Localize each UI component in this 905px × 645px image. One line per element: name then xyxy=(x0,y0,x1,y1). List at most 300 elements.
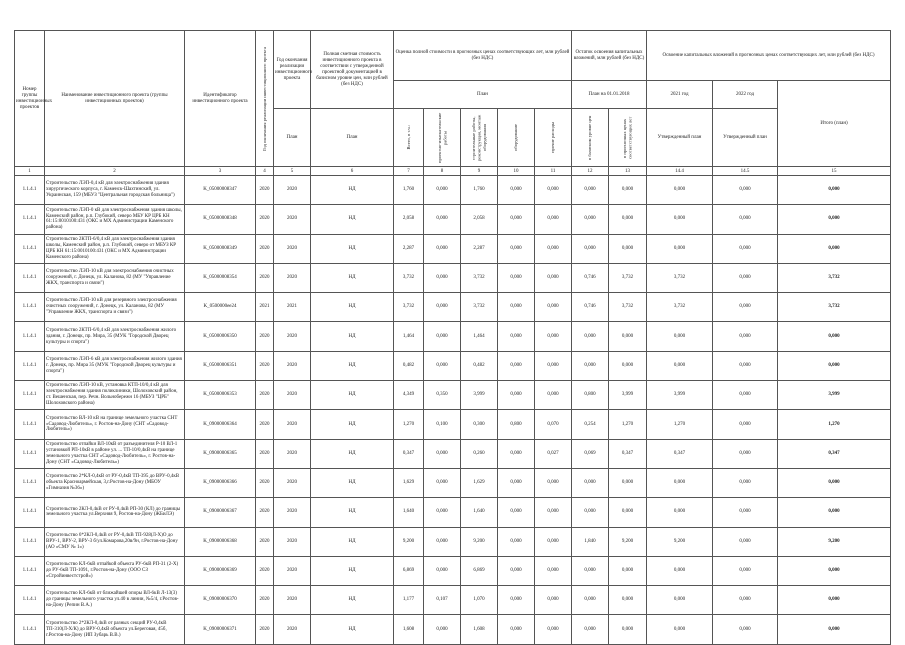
project-id-cell: K_09000006369 xyxy=(185,556,256,585)
commission-year-cell: 2020 xyxy=(256,176,274,205)
project-name-cell: Строительство ВЛ-10 кВ на границе земельного участка СНТ «Садовод-Любитель», г. Ростов-на-Дону (СНТ «Садовод-Любитель») xyxy=(45,410,185,439)
plan-2022-cell: 0,000 xyxy=(713,381,778,410)
commission-year-cell: 2020 xyxy=(256,410,274,439)
header-completion-year: Год окончания реализации инвестиционного проекта xyxy=(274,31,311,109)
column-number: 1 xyxy=(15,167,45,176)
group-number-cell: 1.1.4.1 xyxy=(15,527,45,556)
estimate-other-cell: 0,070 xyxy=(535,410,572,439)
estimate-equipment-cell: 0,000 xyxy=(498,351,535,380)
remaining-forecast-cell: 0,000 xyxy=(609,586,647,615)
table-row xyxy=(15,468,891,497)
estimate-smr-cell: 3,732 xyxy=(461,263,498,292)
group-number-cell: 1.1.4.1 xyxy=(15,615,45,644)
plan-2021-cell: 0,000 xyxy=(647,205,713,234)
estimate-design-cell: 0,000 xyxy=(424,322,461,351)
table-row xyxy=(15,322,891,351)
project-name-cell: Строительство 2КТП-6/0,4 кВ для электроснабжения жилого здания, г. Донецк, пр. Мира, 35 (МУК "Городской Дворец культуры и спорта") xyxy=(45,322,185,351)
completion-year-cell: 2020 xyxy=(274,556,311,585)
table-row xyxy=(15,381,891,410)
total-cell: 0,000 xyxy=(778,205,891,234)
estimate-smr-cell: 0,260 xyxy=(461,439,498,468)
estimate-design-cell: 0,000 xyxy=(424,439,461,468)
plan-2022-cell: 0,000 xyxy=(713,586,778,615)
plan-2021-cell: 0,000 xyxy=(647,234,713,263)
table-row xyxy=(15,498,891,527)
table-row xyxy=(15,527,891,556)
estimate-total-cell: 4,349 xyxy=(394,381,424,410)
completion-year-cell: 2020 xyxy=(274,205,311,234)
estimate-other-cell: 0,000 xyxy=(535,586,572,615)
estimate-equipment-cell: 0,000 xyxy=(498,205,535,234)
plan-2021-cell: 0,000 xyxy=(647,615,713,644)
header-mastering: Освоение капитальных вложений в прогнозных ценах соответствующих лет, млн рублей (без НДС) xyxy=(647,31,891,81)
full-cost-cell: НД xyxy=(311,439,394,468)
table-row xyxy=(15,263,891,292)
estimate-other-cell: 0,000 xyxy=(535,615,572,644)
total-cell: 3,999 xyxy=(778,381,891,410)
project-id-cell: K_09000006367 xyxy=(185,498,256,527)
remaining-base-cell: 0,000 xyxy=(572,615,609,644)
group-number-cell: 1.1.4.1 xyxy=(15,439,45,468)
plan-2022-cell: 0,000 xyxy=(713,410,778,439)
remaining-base-cell: 0,069 xyxy=(572,439,609,468)
remaining-forecast-cell: 0,000 xyxy=(609,498,647,527)
remaining-base-cell: 1,840 xyxy=(572,527,609,556)
group-number-cell: 1.1.4.1 xyxy=(15,498,45,527)
group-number-cell: 1.1.4.1 xyxy=(15,351,45,380)
estimate-design-cell: 0,000 xyxy=(424,293,461,322)
table-body xyxy=(15,176,891,645)
full-cost-cell: НД xyxy=(311,527,394,556)
estimate-smr-cell: 3,999 xyxy=(461,381,498,410)
remaining-forecast-cell: 0,000 xyxy=(609,234,647,263)
estimate-total-cell: 1,270 xyxy=(394,410,424,439)
group-number-cell: 1.1.4.1 xyxy=(15,263,45,292)
estimate-other-cell: 0,000 xyxy=(535,205,572,234)
remaining-base-cell: 0,800 xyxy=(572,381,609,410)
total-cell: 3,732 xyxy=(778,293,891,322)
full-cost-cell: НД xyxy=(311,615,394,644)
remaining-forecast-cell: 0,000 xyxy=(609,205,647,234)
header-estimate-plan: План xyxy=(394,81,572,109)
plan-2022-cell: 0,000 xyxy=(713,498,778,527)
column-number: 9 xyxy=(461,167,498,176)
plan-2021-cell: 0,000 xyxy=(647,556,713,585)
project-id-cell: K_09000006364 xyxy=(185,410,256,439)
full-cost-cell: НД xyxy=(311,322,394,351)
remaining-base-cell: 0,000 xyxy=(572,468,609,497)
table-row xyxy=(15,176,891,205)
project-name-cell: Строительство 2*КЛ-0,4кВ от РУ-0,4кВ ТП-395 до ВРУ-0,4кВ объекта Красноармейская, 3,г.Ростов-на-Дону (МБОУ «Гимназия №36») xyxy=(45,468,185,497)
plan-2022-cell: 0,000 xyxy=(713,322,778,351)
plan-2022-cell: 0,000 xyxy=(713,439,778,468)
column-number: 12 xyxy=(572,167,609,176)
table-row xyxy=(15,351,891,380)
header-total: Итого (план) xyxy=(778,81,891,167)
full-cost-cell: НД xyxy=(311,468,394,497)
plan-2021-cell: 0,000 xyxy=(647,322,713,351)
header-completion-plan: План xyxy=(274,109,311,167)
estimate-smr-cell: 2,058 xyxy=(461,205,498,234)
project-name-cell: Строительство ЛЭП-10 кВ для резервного электроснабжения очистных сооружений, г. Донецк, ул. Каланова, 82 (МУ "Управление ЖКХ, транспорта и связи") xyxy=(45,293,185,322)
estimate-smr-cell: 1,640 xyxy=(461,498,498,527)
column-number: 4 xyxy=(256,167,274,176)
column-number: 5 xyxy=(274,167,311,176)
project-id-cell: K_05000006351 xyxy=(185,351,256,380)
remaining-forecast-cell: 3,999 xyxy=(609,381,647,410)
estimate-design-cell: 0,000 xyxy=(424,498,461,527)
estimate-design-cell: 0,107 xyxy=(424,586,461,615)
full-cost-cell: НД xyxy=(311,205,394,234)
project-id-cell: K_09000006371 xyxy=(185,615,256,644)
remaining-forecast-cell: 0,000 xyxy=(609,468,647,497)
remaining-base-cell: 0,000 xyxy=(572,234,609,263)
completion-year-cell: 2020 xyxy=(274,498,311,527)
commission-year-cell: 2020 xyxy=(256,615,274,644)
group-number-cell: 1.1.4.1 xyxy=(15,586,45,615)
total-cell: 0,000 xyxy=(778,176,891,205)
project-name-cell: Строительство 2КЛ-0,4кВ от РУ-0,4кВ РП-30 (КЛ) до границы земельного участка ул.Верхняя 9, Ростов-на-Дону (ЖБиЛЭ) xyxy=(45,498,185,527)
completion-year-cell: 2020 xyxy=(274,381,311,410)
commission-year-cell: 2020 xyxy=(256,351,274,380)
full-cost-cell: НД xyxy=(311,586,394,615)
plan-2022-cell: 0,000 xyxy=(713,293,778,322)
estimate-total-cell: 1,464 xyxy=(394,322,424,351)
column-number: 8 xyxy=(424,167,461,176)
estimate-smr-cell: 9,200 xyxy=(461,527,498,556)
column-number: 6 xyxy=(311,167,394,176)
full-cost-cell: НД xyxy=(311,381,394,410)
remaining-base-cell: 0,000 xyxy=(572,586,609,615)
project-name-cell: Строительство отпайки ВЛ-10кВ от разъединителя Р-10 ВЛ-1 установкой РП-10кВ в районе ул. ... ТП-10/0,4кВ на границе земельного участка СНТ «Садовод-Любитель», г. Ростов-на-Дону (СНТ «Садовод-Любитель») xyxy=(45,439,185,468)
group-number-cell: 1.1.4.1 xyxy=(15,293,45,322)
estimate-equipment-cell: 0,000 xyxy=(498,176,535,205)
total-cell: 0,347 xyxy=(778,439,891,468)
remaining-forecast-cell: 0,000 xyxy=(609,176,647,205)
header-estimate-design: проектно-изыскательские работы xyxy=(424,109,461,167)
full-cost-cell: НД xyxy=(311,234,394,263)
estimate-design-cell: 0,000 xyxy=(424,468,461,497)
plan-2021-cell: 0,000 xyxy=(647,468,713,497)
remaining-forecast-cell: 3,732 xyxy=(609,263,647,292)
commission-year-cell: 2020 xyxy=(256,498,274,527)
plan-2022-cell: 0,000 xyxy=(713,615,778,644)
estimate-equipment-cell: 0,000 xyxy=(498,615,535,644)
header-remaining-plan: План на 01.01.2018 xyxy=(572,81,647,109)
estimate-other-cell: 0,000 xyxy=(535,381,572,410)
table-row xyxy=(15,410,891,439)
column-number: 7 xyxy=(394,167,424,176)
header-estimate-other: прочие расходы xyxy=(535,109,572,167)
estimate-total-cell: 1,640 xyxy=(394,498,424,527)
project-id-cell: K_05000006350 xyxy=(185,322,256,351)
header-commission-year: Год окончания реализации инвестиционного проекта xyxy=(256,31,274,167)
project-name-cell: Строительство 2*2КЛ-0,4кВ от разных секций РУ-0,4кВ ТП-310(Л-Х/К) до ВРУ-0,4кВ объекта ул.Береговая, 45б, г.Ростов-на-Дону (ИП Зубарь В.В.) xyxy=(45,615,185,644)
estimate-other-cell: 0,000 xyxy=(535,234,572,263)
estimate-total-cell: 1,608 xyxy=(394,615,424,644)
commission-year-cell: 2020 xyxy=(256,322,274,351)
total-cell: 0,000 xyxy=(778,322,891,351)
estimate-smr-cell: 1,608 xyxy=(461,615,498,644)
estimate-total-cell: 0,347 xyxy=(394,439,424,468)
plan-2021-cell: 3,999 xyxy=(647,381,713,410)
total-cell: 0,000 xyxy=(778,556,891,585)
estimate-equipment-cell: 0,000 xyxy=(498,322,535,351)
estimate-equipment-cell: 0,000 xyxy=(498,586,535,615)
header-project-id: Идентификатор инвестиционного проекта xyxy=(185,31,256,167)
estimate-other-cell: 0,000 xyxy=(535,263,572,292)
estimate-total-cell: 1,629 xyxy=(394,468,424,497)
commission-year-cell: 2020 xyxy=(256,381,274,410)
estimate-total-cell: 3,732 xyxy=(394,293,424,322)
estimate-design-cell: 0,100 xyxy=(424,410,461,439)
header-project-name: Наименование инвестиционного проекта (группы инвестиционных проектов) xyxy=(45,31,185,167)
completion-year-cell: 2020 xyxy=(274,468,311,497)
group-number-cell: 1.1.4.1 xyxy=(15,205,45,234)
estimate-design-cell: 0,000 xyxy=(424,205,461,234)
plan-2021-cell: 3,732 xyxy=(647,263,713,292)
table-row xyxy=(15,439,891,468)
remaining-base-cell: 0,000 xyxy=(572,556,609,585)
estimate-other-cell: 0,000 xyxy=(535,468,572,497)
remaining-base-cell: 0,000 xyxy=(572,176,609,205)
header-full-cost-plan: План xyxy=(311,109,394,167)
estimate-design-cell: 0,000 xyxy=(424,615,461,644)
total-cell: 9,200 xyxy=(778,527,891,556)
estimate-other-cell: 0,000 xyxy=(535,351,572,380)
full-cost-cell: НД xyxy=(311,556,394,585)
estimate-smr-cell: 1,760 xyxy=(461,176,498,205)
header-remaining-base: в базисном уровне цен xyxy=(572,109,609,167)
table-row xyxy=(15,586,891,615)
estimate-total-cell: 1,177 xyxy=(394,586,424,615)
plan-2021-cell: 9,200 xyxy=(647,527,713,556)
header-full-cost: Полная сметная стоимость инвестиционного проекта в соответствии с утвержденной проектной документацией в базисном уровне цен, млн рублей (без НДС) xyxy=(311,31,394,109)
completion-year-cell: 2020 xyxy=(274,176,311,205)
header-year-2022: 2022 год xyxy=(713,81,778,109)
project-id-cell: K_05000008354 xyxy=(185,263,256,292)
group-number-cell: 1.1.4.1 xyxy=(15,556,45,585)
plan-2022-cell: 0,000 xyxy=(713,351,778,380)
completion-year-cell: 2020 xyxy=(274,351,311,380)
project-id-cell: K_0500000ee24 xyxy=(185,293,256,322)
estimate-smr-cell: 3,732 xyxy=(461,293,498,322)
commission-year-cell: 2020 xyxy=(256,527,274,556)
plan-2022-cell: 0,000 xyxy=(713,263,778,292)
estimate-other-cell: 0,000 xyxy=(535,556,572,585)
remaining-forecast-cell: 9,200 xyxy=(609,527,647,556)
project-name-cell: Строительство 6*2КЛ-0,4кВ от РУ-0,4кВ ТП-928(Л-Х)О до ВРУ-1, ВРУ-2, ВРУ-3 б/ул.Комарова,20в/9н, г.Ростов-на-Дону (АО «СМУ № 1») xyxy=(45,527,185,556)
plan-2021-cell: 3,732 xyxy=(647,293,713,322)
completion-year-cell: 2020 xyxy=(274,410,311,439)
estimate-design-cell: 0,350 xyxy=(424,381,461,410)
column-number: 2 xyxy=(45,167,185,176)
column-number: 13 xyxy=(609,167,647,176)
group-number-cell: 1.1.4.1 xyxy=(15,322,45,351)
project-id-cell: K_05000006353 xyxy=(185,381,256,410)
table-row xyxy=(15,556,891,585)
project-name-cell: Строительство ЛЭП-0 кВ для электроснабжения здания школы, Каменский район, р.п. Глубокий, северо МБУ КР ЦРБ КН 61:15:0010100:431 (ОКС и МХ Администрации Каменского района) xyxy=(45,205,185,234)
estimate-smr-cell: 2,287 xyxy=(461,234,498,263)
table-row xyxy=(15,293,891,322)
completion-year-cell: 2020 xyxy=(274,615,311,644)
estimate-total-cell: 2,058 xyxy=(394,205,424,234)
total-cell: 0,000 xyxy=(778,586,891,615)
header-group-number: Номер группы инвестиционных проектов xyxy=(15,31,45,167)
estimate-design-cell: 0,000 xyxy=(424,527,461,556)
remaining-forecast-cell: 0,000 xyxy=(609,322,647,351)
commission-year-cell: 2020 xyxy=(256,234,274,263)
plan-2021-cell: 0,000 xyxy=(647,498,713,527)
group-number-cell: 1.1.4.1 xyxy=(15,410,45,439)
column-number: 11 xyxy=(535,167,572,176)
estimate-design-cell: 0,000 xyxy=(424,351,461,380)
remaining-base-cell: 0,000 xyxy=(572,322,609,351)
estimate-equipment-cell: 0,000 xyxy=(498,234,535,263)
completion-year-cell: 2020 xyxy=(274,527,311,556)
estimate-total-cell: 1,760 xyxy=(394,176,424,205)
remaining-base-cell: 0,746 xyxy=(572,293,609,322)
total-cell: 1,270 xyxy=(778,410,891,439)
project-id-cell: K_09000006365 xyxy=(185,439,256,468)
full-cost-cell: НД xyxy=(311,263,394,292)
column-number: 15 xyxy=(778,167,891,176)
total-cell: 3,732 xyxy=(778,263,891,292)
total-cell: 0,000 xyxy=(778,498,891,527)
estimate-equipment-cell: 0,800 xyxy=(498,410,535,439)
project-name-cell: Строительство 2КТП-6/0,4 кВ для электроснабжения здания школы, Каменский район, р.п. Глубокий, северо от МБУЗ КР ЦРБ КН 61:15:0010100:431 (ОКС и МХ Администрации Каменского района) xyxy=(45,234,185,263)
estimate-smr-cell: 0,300 xyxy=(461,410,498,439)
completion-year-cell: 2020 xyxy=(274,586,311,615)
header-year-2021: 2021 год xyxy=(647,81,713,109)
project-name-cell: Строительство ЛЭП-6 кВ для электроснабжения жилого здания г. Донецк, пр. Мира 35 (МУК "Городской Дворец культуры и спорта") xyxy=(45,351,185,380)
commission-year-cell: 2020 xyxy=(256,468,274,497)
header-remaining: Остаток освоения капитальных вложений, млн рублей (без НДС) xyxy=(572,31,647,81)
project-name-cell: Строительство ЛЭП-10 кВ для электроснабжения очистных сооружений, г. Донецк, ул. Каланова, 82 (МУ "Управление ЖКХ, транспорта и связи") xyxy=(45,263,185,292)
remaining-forecast-cell: 3,732 xyxy=(609,293,647,322)
completion-year-cell: 2020 xyxy=(274,234,311,263)
estimate-equipment-cell: 0,000 xyxy=(498,468,535,497)
estimate-other-cell: 0,027 xyxy=(535,439,572,468)
estimate-other-cell: 0,000 xyxy=(535,498,572,527)
plan-2022-cell: 0,000 xyxy=(713,468,778,497)
header-approved-plan-2021: Утвержденный план xyxy=(647,109,713,167)
plan-2021-cell: 0,000 xyxy=(647,176,713,205)
plan-2021-cell: 0,347 xyxy=(647,439,713,468)
estimate-equipment-cell: 0,000 xyxy=(498,439,535,468)
commission-year-cell: 2021 xyxy=(256,293,274,322)
header-estimate-total: Всего, в т.ч.: xyxy=(394,109,424,167)
estimate-design-cell: 0,000 xyxy=(424,234,461,263)
completion-year-cell: 2020 xyxy=(274,263,311,292)
remaining-forecast-cell: 0,000 xyxy=(609,556,647,585)
estimate-smr-cell: 6,869 xyxy=(461,556,498,585)
full-cost-cell: НД xyxy=(311,351,394,380)
remaining-forecast-cell: 0,000 xyxy=(609,615,647,644)
estimate-equipment-cell: 0,000 xyxy=(498,527,535,556)
header-remaining-forecast: в прогнозных ценах соответствующих лет xyxy=(609,109,647,167)
remaining-base-cell: 0,000 xyxy=(572,351,609,380)
estimate-equipment-cell: 0,000 xyxy=(498,381,535,410)
total-cell: 0,000 xyxy=(778,234,891,263)
estimate-other-cell: 0,000 xyxy=(535,527,572,556)
commission-year-cell: 2020 xyxy=(256,263,274,292)
estimate-total-cell: 2,287 xyxy=(394,234,424,263)
column-number-row xyxy=(15,167,891,176)
table-row xyxy=(15,615,891,644)
project-name-cell: Строительство КЛ-6кВ отпайкой объекта РУ-6кВ РП-31 (2-Х) до РУ-6кВ ТП-1091, г.Ростов-на-Дону (ООО СЗ «Стройинвестстрой») xyxy=(45,556,185,585)
estimate-smr-cell: 1,070 xyxy=(461,586,498,615)
estimate-total-cell: 6,869 xyxy=(394,556,424,585)
remaining-base-cell: 0,000 xyxy=(572,205,609,234)
plan-2022-cell: 0,000 xyxy=(713,556,778,585)
full-cost-cell: НД xyxy=(311,176,394,205)
estimate-total-cell: 0,482 xyxy=(394,351,424,380)
project-name-cell: Строительство КЛ-6кВ от ближайшей опоры ВЛ-6кВ Л-13(3) до границы земельного участка ул.40 в линии, №5/4, г.Ростов-на-Дону (Репин В.А.) xyxy=(45,586,185,615)
group-number-cell: 1.1.4.1 xyxy=(15,381,45,410)
project-id-cell: K_05000008348 xyxy=(185,205,256,234)
remaining-forecast-cell: 0,000 xyxy=(609,351,647,380)
group-number-cell: 1.1.4.1 xyxy=(15,234,45,263)
estimate-equipment-cell: 0,000 xyxy=(498,556,535,585)
estimate-smr-cell: 1,464 xyxy=(461,322,498,351)
estimate-equipment-cell: 0,000 xyxy=(498,263,535,292)
project-id-cell: K_09000006368 xyxy=(185,527,256,556)
project-id-cell: K_05000008349 xyxy=(185,234,256,263)
remaining-base-cell: 0,000 xyxy=(572,498,609,527)
full-cost-cell: НД xyxy=(311,498,394,527)
commission-year-cell: 2020 xyxy=(256,586,274,615)
column-number: 10 xyxy=(498,167,535,176)
commission-year-cell: 2020 xyxy=(256,439,274,468)
plan-2021-cell: 0,000 xyxy=(647,351,713,380)
plan-2021-cell: 0,000 xyxy=(647,586,713,615)
group-number-cell: 1.1.4.1 xyxy=(15,176,45,205)
column-number: 3 xyxy=(185,167,256,176)
remaining-base-cell: 0,254 xyxy=(572,410,609,439)
remaining-base-cell: 0,746 xyxy=(572,263,609,292)
estimate-equipment-cell: 0,000 xyxy=(498,498,535,527)
column-number: 14.5 xyxy=(713,167,778,176)
project-name-cell: Строительство ЛЭП-10 кВ, установка КТП-10/0,4 кВ для электроснабжения здания поликлиники, Шолоховский район, ст. Вешенская, пер. Речн. Вольнобережн 16 (МБУЗ "ЦРБ" Шолоховского района) xyxy=(45,381,185,410)
project-id-cell: K_09000006366 xyxy=(185,468,256,497)
plan-2022-cell: 0,000 xyxy=(713,176,778,205)
remaining-forecast-cell: 1,270 xyxy=(609,410,647,439)
estimate-design-cell: 0,000 xyxy=(424,176,461,205)
header-approved-plan-2022: Утвержденный план xyxy=(713,109,778,167)
header-estimate-smr: строительные работы, реконструкция, монтаж оборудования xyxy=(461,109,498,167)
total-cell: 0,000 xyxy=(778,351,891,380)
project-id-cell: K_09000006370 xyxy=(185,586,256,615)
plan-2022-cell: 0,000 xyxy=(713,234,778,263)
header-estimate: Оценка полной стоимости в прогнозных ценах соответствующих лет, млн рублей (без НДС) xyxy=(394,31,572,81)
group-number-cell: 1.1.4.1 xyxy=(15,468,45,497)
commission-year-cell: 2020 xyxy=(256,556,274,585)
estimate-smr-cell: 1,629 xyxy=(461,468,498,497)
full-cost-cell: НД xyxy=(311,410,394,439)
total-cell: 0,000 xyxy=(778,468,891,497)
estimate-smr-cell: 0,482 xyxy=(461,351,498,380)
full-cost-cell: НД xyxy=(311,293,394,322)
estimate-design-cell: 0,000 xyxy=(424,263,461,292)
estimate-equipment-cell: 0,000 xyxy=(498,293,535,322)
plan-2022-cell: 0,000 xyxy=(713,527,778,556)
estimate-total-cell: 9,200 xyxy=(394,527,424,556)
table-row xyxy=(15,234,891,263)
commission-year-cell: 2020 xyxy=(256,205,274,234)
estimate-other-cell: 0,000 xyxy=(535,293,572,322)
completion-year-cell: 2020 xyxy=(274,322,311,351)
